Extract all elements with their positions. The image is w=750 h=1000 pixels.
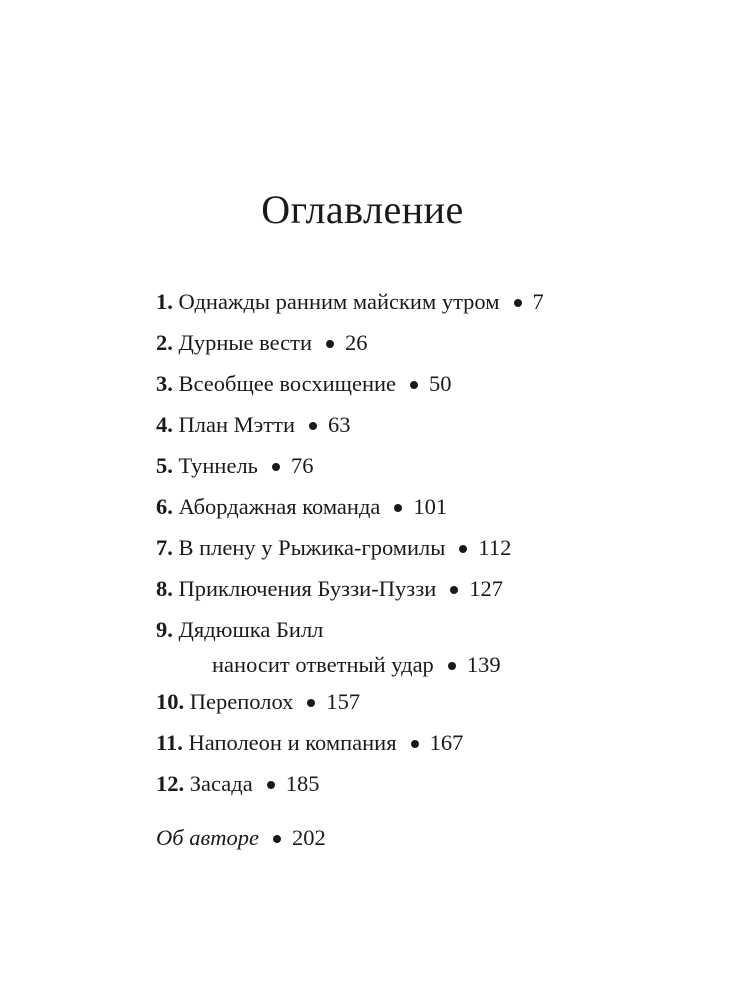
bullet-icon [459,545,467,553]
chapter-page: 112 [478,535,512,560]
chapter-title: Переполох [189,689,294,714]
chapter-page: 139 [466,652,501,677]
toc-entry[interactable] [156,766,544,807]
toc-entry[interactable] [156,571,544,612]
toc-entry[interactable] [156,407,544,448]
chapter-title: Засада [189,771,253,796]
chapter-title: Приключения Буззи-Пуззи [178,576,437,601]
toc-entry[interactable] [156,725,544,766]
chapter-page: 167 [429,730,464,755]
chapter-title-continuation [156,648,544,682]
chapter-number: 11. [156,730,183,755]
bullet-icon [267,781,275,789]
chapter-page: 50 [429,371,452,396]
chapter-page: 127 [469,576,504,601]
chapter-page: 185 [285,771,320,796]
chapter-number: 3. [156,371,173,396]
chapter-title: Однажды ранним майским утром [178,289,500,314]
toc-list [156,284,544,807]
chapter-number: 4. [156,412,173,437]
bullet-icon [411,740,419,748]
toc-entry[interactable] [156,366,544,407]
bullet-icon [394,504,402,512]
chapter-title: Наполеон и компания [188,730,397,755]
chapter-title-line-2: наносит ответный удар [212,652,434,677]
about-author-page: 202 [291,825,326,850]
chapter-title: Дядюшка Билл [178,617,324,642]
toc-entry[interactable] [156,489,544,530]
toc-entry[interactable] [156,530,544,571]
chapter-number: 1. [156,289,173,314]
bullet-icon [273,835,281,843]
chapter-title: В плену у Рыжика-громилы [178,535,446,560]
chapter-title: План Мэтти [178,412,295,437]
chapter-page: 26 [345,330,368,355]
bullet-icon [450,586,458,594]
bullet-icon [307,699,315,707]
chapter-page: 101 [413,494,448,519]
chapter-number: 12. [156,771,185,796]
toc-entry[interactable] [156,284,544,325]
chapter-page: 63 [328,412,351,437]
chapter-title: Абордажная команда [178,494,381,519]
bullet-icon [514,299,522,307]
chapter-number: 8. [156,576,173,601]
chapter-number: 2. [156,330,173,355]
chapter-number: 9. [156,617,173,642]
bullet-icon [272,463,280,471]
chapter-number: 10. [156,689,185,714]
chapter-number: 5. [156,453,173,478]
about-author-title: Об авторе [156,825,259,850]
bullet-icon [410,381,418,389]
chapter-page: 157 [326,689,361,714]
about-author-entry[interactable] [156,820,326,856]
bullet-icon [309,422,317,430]
toc-entry[interactable] [156,612,544,684]
chapter-title: Дурные вести [178,330,313,355]
toc-entry[interactable] [156,448,544,489]
bullet-icon [448,662,456,670]
chapter-title: Всеобщее восхищение [178,371,397,396]
chapter-page: 76 [290,453,314,478]
chapter-number: 7. [156,535,173,560]
toc-entry[interactable] [156,684,544,725]
toc-entry[interactable] [156,325,544,366]
chapter-page: 7 [532,289,544,314]
chapter-title: Туннель [178,453,258,478]
toc-heading: Оглавление [261,187,464,232]
bullet-icon [326,340,334,348]
chapter-number: 6. [156,494,173,519]
